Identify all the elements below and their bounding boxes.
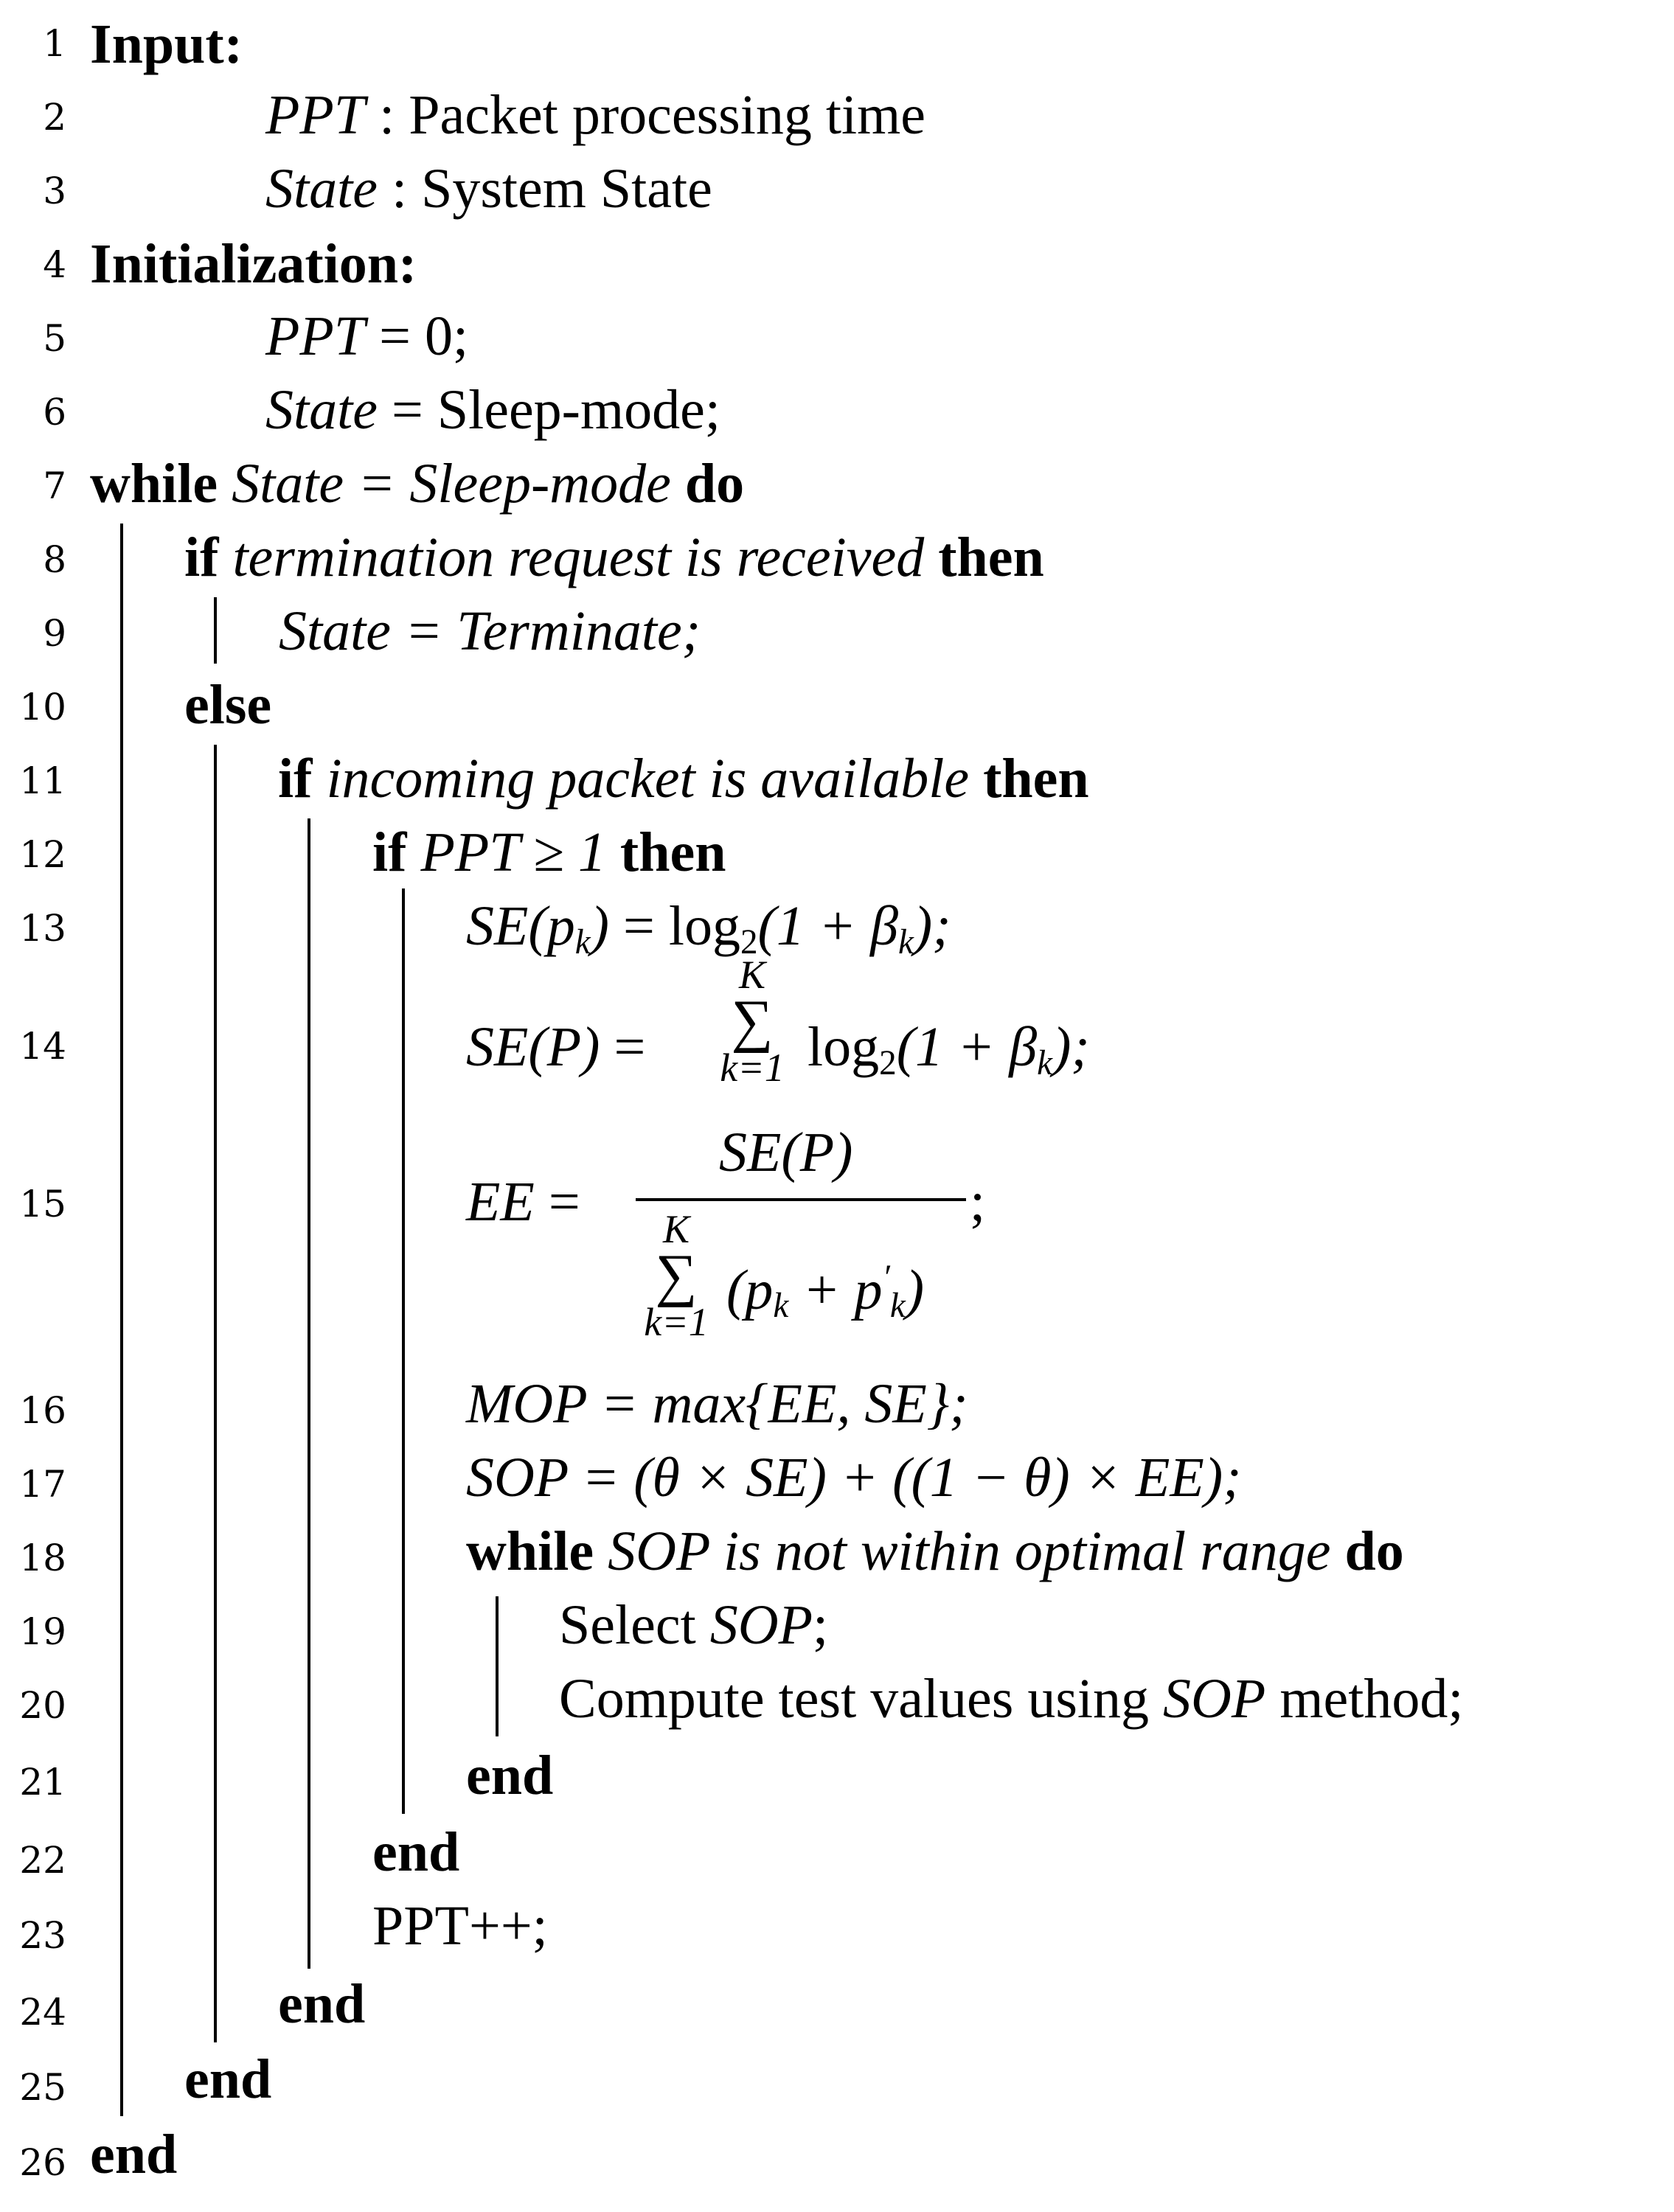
state-terminate-line: [279, 600, 701, 662]
se-total-equation-lhs: [466, 1016, 646, 1078]
subscript: k: [574, 922, 591, 961]
ee-lhs: EE: [466, 1171, 535, 1233]
mop-equation: [466, 1373, 968, 1435]
log-base: 2: [740, 922, 758, 961]
line-number: 19: [19, 1610, 66, 1653]
end-keyword: end: [372, 1821, 460, 1883]
line-number: 5: [43, 317, 66, 360]
line-number: 15: [19, 1183, 66, 1225]
ee-semicolon: [970, 1171, 986, 1233]
beta-subscript: k: [1037, 1043, 1053, 1082]
line-number: 6: [43, 391, 66, 434]
sum-upper-limit: K: [662, 1207, 690, 1251]
summation-ee: [636, 1209, 717, 1342]
else-keyword: else: [184, 674, 272, 736]
log-argument-close: );: [1052, 1016, 1090, 1078]
denominator-close: ): [905, 1259, 925, 1321]
compute-text: Compute test values using: [559, 1668, 1164, 1730]
line-number: 20: [19, 1684, 66, 1727]
ppt-increment-line: [372, 1895, 548, 1957]
block-bar-while: [120, 524, 123, 2116]
line-number: 11: [19, 759, 66, 802]
line-number: 18: [19, 1537, 66, 1579]
if-keyword: if: [278, 748, 313, 810]
fraction-bar: [636, 1198, 966, 1201]
sum-upper-limit: K: [738, 953, 766, 997]
sop-variable: SOP: [709, 1594, 813, 1656]
summation-se: [712, 955, 793, 1088]
if-keyword: if: [184, 526, 219, 588]
block-bar-if-ppt: [402, 888, 405, 1814]
block-bar-if-incoming: [308, 818, 310, 1969]
line-number: 8: [43, 538, 66, 581]
se-pk-lhs: SE(p: [466, 895, 575, 957]
prime-mark: ′: [882, 1259, 890, 1297]
line-number: 23: [19, 1914, 66, 1957]
input-heading: [90, 13, 243, 75]
if-keyword: if: [372, 821, 407, 883]
se-pk-lhs-close: ): [590, 895, 609, 957]
end-if-termination: [184, 2048, 272, 2110]
se-pk-equation: [466, 895, 951, 961]
line-number: 12: [19, 833, 66, 876]
se-total-equation-rhs: [808, 1016, 1090, 1082]
init-state-line: [265, 379, 720, 441]
select-sop-line: [559, 1594, 829, 1656]
sum-symbol: ∑: [655, 1243, 698, 1308]
denominator-open: (p: [726, 1259, 774, 1321]
line-number: 9: [43, 612, 66, 655]
state-terminate-statement: State = Terminate;: [279, 600, 701, 662]
state-variable: State: [265, 379, 378, 441]
mop-statement: MOP = max{EE, SE};: [466, 1373, 968, 1435]
end-while-sop: [466, 1747, 553, 1804]
do-keyword: do: [684, 453, 745, 515]
then-keyword: then: [938, 526, 1044, 588]
line-number: 1: [43, 22, 66, 65]
while-keyword: while: [466, 1520, 594, 1582]
ppt-increment: PPT++;: [372, 1895, 548, 1957]
statement-end: ;: [813, 1594, 829, 1656]
sop-variable: SOP: [1163, 1668, 1266, 1730]
if-condition: incoming packet is available: [326, 748, 970, 810]
line-number: 17: [19, 1463, 66, 1506]
if-ppt-line: [372, 821, 726, 883]
line-number: 26: [19, 2141, 66, 2184]
block-bar-while-sop: [496, 1596, 499, 1736]
input-keyword: Input:: [90, 13, 243, 75]
ee-numerator: [719, 1121, 853, 1183]
state-description: : System State: [377, 158, 712, 220]
sum-lower-limit: k=1: [720, 1046, 785, 1090]
log-argument-close: );: [913, 895, 951, 957]
ee-denominator: [726, 1261, 924, 1324]
block-bar-if-termination: [214, 597, 217, 664]
if-incoming-line: [278, 748, 1089, 810]
statement-end: method;: [1265, 1668, 1464, 1730]
se-total-lhs: SE(P): [466, 1016, 600, 1078]
initialization-keyword: Initialization:: [90, 233, 417, 295]
init-state-value: = Sleep-mode;: [377, 379, 720, 441]
end-keyword: end: [466, 1745, 554, 1806]
while-condition: State = Sleep-mode: [232, 453, 671, 515]
end-keyword: end: [278, 1973, 366, 2035]
state-variable: State: [265, 158, 378, 220]
log-function: log: [808, 1016, 880, 1078]
end-while-sleep: [90, 2126, 177, 2183]
line-number: 25: [19, 2066, 66, 2109]
equals-sign: =: [548, 1171, 580, 1233]
log-function: = log: [608, 895, 740, 957]
then-keyword: then: [983, 748, 1089, 810]
line-number: 16: [19, 1389, 66, 1432]
while-sleep-line: [90, 453, 745, 515]
line-number: 13: [19, 907, 66, 950]
init-ppt-line: [265, 305, 469, 367]
semicolon: ;: [970, 1171, 986, 1233]
sop-statement: SOP = (θ × SE) + ((1 − θ) × EE);: [466, 1447, 1242, 1509]
block-bar-else: [214, 745, 217, 2042]
denominator-plus: + p: [788, 1259, 883, 1321]
ee-equation-lhs: [466, 1171, 580, 1233]
log-base: 2: [879, 1043, 897, 1082]
ppt-description: : Packet processing time: [365, 84, 925, 146]
else-line: [184, 674, 272, 736]
end-keyword: end: [90, 2124, 178, 2185]
while-sop-line: [466, 1520, 1404, 1582]
sum-lower-limit: k=1: [644, 1300, 709, 1344]
line-number: 3: [43, 170, 66, 212]
init-ppt-value: = 0;: [365, 305, 469, 367]
ppt-variable: PPT: [265, 305, 366, 367]
if-condition: PPT ≥ 1: [420, 821, 606, 883]
then-keyword: then: [619, 821, 726, 883]
line-number: 14: [19, 1025, 66, 1068]
ee-numerator-text: SE(P): [719, 1121, 853, 1183]
subscript: k: [889, 1287, 906, 1326]
if-condition: termination request is received: [232, 526, 925, 588]
end-if-ppt: [372, 1821, 460, 1883]
line-number: 24: [19, 1991, 66, 2034]
log-argument-open: (1 + β: [757, 895, 898, 957]
sop-equation: [466, 1447, 1242, 1509]
do-keyword: do: [1344, 1520, 1404, 1582]
equals-sign: =: [614, 1016, 646, 1078]
line-number: 21: [19, 1761, 66, 1804]
line-number: 2: [43, 96, 66, 139]
line-number: 22: [19, 1839, 66, 1882]
log-argument-open: (1 + β: [896, 1016, 1038, 1078]
input-state-line: [265, 158, 712, 220]
while-keyword: while: [90, 453, 218, 515]
compute-test-values-line: [559, 1668, 1464, 1730]
line-number: 7: [43, 465, 66, 507]
beta-subscript: k: [897, 922, 914, 961]
input-ppt-line: [265, 84, 925, 146]
end-if-incoming: [278, 1973, 366, 2035]
end-keyword: end: [184, 2048, 272, 2110]
sum-symbol: ∑: [731, 989, 774, 1054]
if-termination-line: [184, 526, 1044, 588]
initialization-heading: [90, 233, 417, 295]
select-text: Select: [559, 1594, 710, 1656]
subscript: k: [773, 1287, 789, 1326]
while-condition: SOP is not within optimal range: [608, 1520, 1331, 1582]
line-number: 4: [43, 243, 66, 286]
line-number: 10: [19, 686, 66, 728]
ppt-variable: PPT: [265, 84, 366, 146]
